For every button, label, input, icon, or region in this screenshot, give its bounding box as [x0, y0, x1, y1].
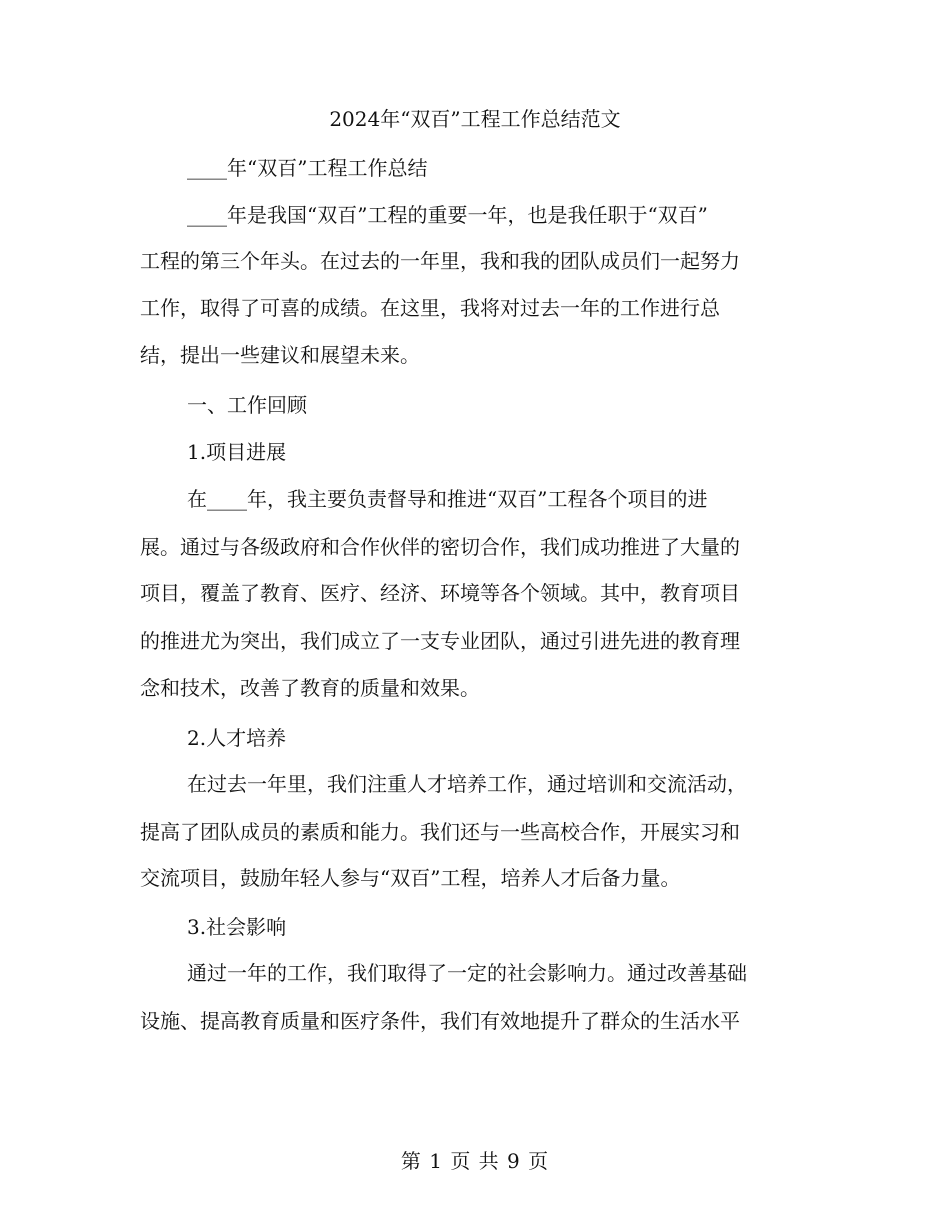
- paragraph-line: 工作，取得了可喜的成绩。在这里，我将对过去一年的工作进行总: [140, 296, 720, 320]
- paragraph-line: 交流项目，鼓励年轻人参与“双百”工程，培养人才后备力量。: [140, 866, 681, 890]
- paragraph-line: 通过一年的工作，我们取得了一定的社会影响力。通过改善基础: [187, 961, 747, 985]
- paragraph-line: 结，提出一些建议和展望未来。: [140, 343, 420, 367]
- subtitle-line: ____年“双百”工程工作总结: [187, 156, 428, 180]
- paragraph-line: ____年是我国“双百”工程的重要一年，也是我任职于“双百”: [187, 203, 708, 227]
- subsection-heading: 1.项目进展: [187, 440, 287, 464]
- paragraph-line: 提高了团队成员的素质和能力。我们还与一些高校合作，开展实习和: [140, 820, 740, 844]
- paragraph-line: 展。通过与各级政府和合作伙伴的密切合作，我们成功推进了大量的: [140, 535, 740, 559]
- paragraph-line: 项目，覆盖了教育、医疗、经济、环境等各个领域。其中，教育项目: [140, 581, 740, 605]
- paragraph-line: 的推进尤为突出，我们成立了一支专业团队，通过引进先进的教育理: [140, 629, 740, 653]
- page-number: 第 1 页 共 9 页: [400, 1149, 550, 1173]
- paragraph-line: 念和技术，改善了教育的质量和效果。: [140, 676, 480, 700]
- subsection-heading: 3.社会影响: [187, 915, 287, 939]
- document-title: 2024年“双百”工程工作总结范文: [329, 107, 621, 131]
- subsection-heading: 2.人才培养: [187, 726, 287, 750]
- section-heading: 一、工作回顾: [187, 393, 307, 417]
- paragraph-line: 设施、提高教育质量和医疗条件，我们有效地提升了群众的生活水平: [140, 1009, 740, 1033]
- paragraph-line: 工程的第三个年头。在过去的一年里，我和我的团队成员们一起努力: [140, 249, 740, 273]
- paragraph-line: 在过去一年里，我们注重人才培养工作，通过培训和交流活动，: [187, 772, 747, 796]
- paragraph-line: 在____年，我主要负责督导和推进“双百”工程各个项目的进: [187, 487, 708, 511]
